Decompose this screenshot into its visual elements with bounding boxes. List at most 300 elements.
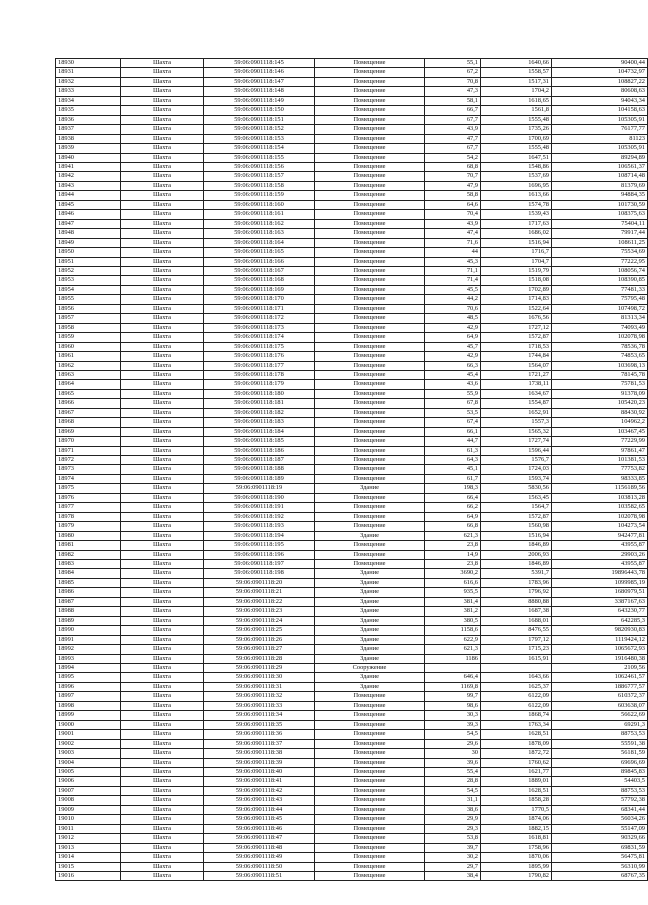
table-row	[56, 578, 648, 587]
cadastral-value-cell: 1156189,56	[552, 484, 648, 493]
cadastral-value-cell: 101381,53	[552, 456, 648, 465]
cadastral-value-cell: 74093,49	[552, 323, 648, 332]
area-cell: 381,2	[425, 607, 481, 616]
premise-kind-cell: Помещение	[315, 125, 425, 134]
cadastral-number-cell: 59:06:0901118:171	[204, 304, 315, 313]
object-type-cell: Шахта	[121, 682, 204, 691]
unit-value-cell: 1539,43	[481, 210, 552, 219]
table-row	[56, 333, 648, 342]
object-type-cell: Шахта	[121, 295, 204, 304]
unit-value-cell: 1878,09	[481, 739, 552, 748]
object-type-cell: Шахта	[121, 134, 204, 143]
cadastral-value-cell: 81313,34	[552, 314, 648, 323]
premise-kind-cell: Помещение	[315, 361, 425, 370]
object-type-cell: Шахта	[121, 352, 204, 361]
area-cell: 61,3	[425, 446, 481, 455]
object-type-cell: Шахта	[121, 522, 204, 531]
table-row	[56, 389, 648, 398]
area-cell: 44	[425, 248, 481, 257]
unit-value-cell: 1618,65	[481, 96, 552, 105]
object-type-cell: Шахта	[121, 739, 204, 748]
table-row	[56, 588, 648, 597]
unit-value-cell: 1846,89	[481, 541, 552, 550]
unit-value-cell: 1560,98	[481, 522, 552, 531]
cadastral-number-cell: 59:06:0901118:193	[204, 522, 315, 531]
unit-value-cell: 1790,82	[481, 871, 552, 880]
cadastral-value-cell: 77229,99	[552, 437, 648, 446]
premise-kind-cell: Помещение	[315, 77, 425, 86]
row-number-cell: 19005	[56, 767, 121, 776]
area-cell: 44,7	[425, 437, 481, 446]
premise-kind-cell: Здание	[315, 588, 425, 597]
unit-value-cell: 1618,81	[481, 834, 552, 843]
row-number-cell: 18991	[56, 635, 121, 644]
unit-value-cell: 1796,92	[481, 588, 552, 597]
cadastral-number-cell: 59:06:0901118:192	[204, 512, 315, 521]
area-cell: 66,3	[425, 361, 481, 370]
row-number-cell: 19001	[56, 730, 121, 739]
table-row	[56, 843, 648, 852]
premise-kind-cell: Помещение	[315, 333, 425, 342]
unit-value-cell: 5391,7	[481, 569, 552, 578]
object-type-cell: Шахта	[121, 96, 204, 105]
object-type-cell: Шахта	[121, 266, 204, 275]
row-number-cell: 18979	[56, 522, 121, 531]
cadastral-value-cell: 89845,83	[552, 767, 648, 776]
object-type-cell: Шахта	[121, 767, 204, 776]
table-row	[56, 229, 648, 238]
cadastral-value-cell: 2109,56	[552, 664, 648, 673]
unit-value-cell: 6122,09	[481, 701, 552, 710]
table-row	[56, 352, 648, 361]
cadastral-value-cell: 98333,85	[552, 474, 648, 483]
cadastral-value-cell: 78536,78	[552, 342, 648, 351]
cadastral-value-cell: 88430,92	[552, 408, 648, 417]
cadastral-number-cell: 59:06:0901118:49	[204, 853, 315, 862]
table-row	[56, 266, 648, 275]
unit-value-cell: 1643,66	[481, 673, 552, 682]
cadastral-value-cell: 19896443,78	[552, 569, 648, 578]
row-number-cell: 18931	[56, 68, 121, 77]
area-cell: 47,9	[425, 181, 481, 190]
area-cell	[425, 664, 481, 673]
cadastral-number-cell: 59:06:0901118:191	[204, 503, 315, 512]
table-row	[56, 408, 648, 417]
cadastral-number-cell: 59:06:0901118:181	[204, 399, 315, 408]
unit-value-cell	[481, 664, 552, 673]
row-number-cell: 18969	[56, 427, 121, 436]
table-row	[56, 257, 648, 266]
unit-value-cell: 1558,57	[481, 68, 552, 77]
object-type-cell: Шахта	[121, 437, 204, 446]
premise-kind-cell: Здание	[315, 635, 425, 644]
object-type-cell: Шахта	[121, 654, 204, 663]
area-cell: 66,7	[425, 106, 481, 115]
cadastral-number-cell: 59:06:0901118:159	[204, 191, 315, 200]
object-type-cell: Шахта	[121, 635, 204, 644]
unit-value-cell: 1872,72	[481, 749, 552, 758]
premise-kind-cell: Помещение	[315, 295, 425, 304]
object-type-cell: Шахта	[121, 68, 204, 77]
premise-kind-cell: Помещение	[315, 200, 425, 209]
row-number-cell: 18955	[56, 295, 121, 304]
row-number-cell: 18935	[56, 106, 121, 115]
area-cell: 14,9	[425, 550, 481, 559]
cadastral-value-cell: 88753,53	[552, 786, 648, 795]
cadastral-value-cell: 104273,54	[552, 522, 648, 531]
cadastral-number-cell: 59:06:0901118:46	[204, 824, 315, 833]
object-type-cell: Шахта	[121, 427, 204, 436]
cadastral-number-cell: 59:06:0901118:185	[204, 437, 315, 446]
cadastral-number-cell: 59:06:0901118:43	[204, 796, 315, 805]
row-number-cell: 18934	[56, 96, 121, 105]
cadastral-number-cell: 59:06:0901118:149	[204, 96, 315, 105]
cadastral-value-cell: 43955,87	[552, 541, 648, 550]
row-number-cell: 18937	[56, 125, 121, 134]
premise-kind-cell: Помещение	[315, 560, 425, 569]
object-type-cell: Шахта	[121, 125, 204, 134]
cadastral-value-cell: 3387167,63	[552, 597, 648, 606]
table-row	[56, 569, 648, 578]
object-type-cell: Шахта	[121, 664, 204, 673]
object-type-cell: Шахта	[121, 418, 204, 427]
unit-value-cell: 1797,12	[481, 635, 552, 644]
row-number-cell: 19004	[56, 758, 121, 767]
premise-kind-cell: Помещение	[315, 862, 425, 871]
premise-kind-cell: Помещение	[315, 323, 425, 332]
object-type-cell: Шахта	[121, 531, 204, 540]
cadastral-number-cell: 59:06:0901118:148	[204, 87, 315, 96]
premise-kind-cell: Помещение	[315, 446, 425, 455]
cadastral-number-cell: 59:06:0901118:176	[204, 352, 315, 361]
cadastral-value-cell: 56310,99	[552, 862, 648, 871]
area-cell: 43,9	[425, 219, 481, 228]
cadastral-number-cell: 59:06:0901118:41	[204, 777, 315, 786]
cadastral-value-cell: 81123	[552, 134, 648, 143]
area-cell: 68,8	[425, 162, 481, 171]
cadastral-value-cell: 104962,2	[552, 418, 648, 427]
premise-kind-cell: Помещение	[315, 352, 425, 361]
cadastral-value-cell: 106561,37	[552, 162, 648, 171]
cadastral-value-cell: 56181,59	[552, 749, 648, 758]
cadastral-value-cell: 55147,09	[552, 824, 648, 833]
row-number-cell: 18964	[56, 380, 121, 389]
cadastral-value-cell: 75404,11	[552, 219, 648, 228]
table-row	[56, 484, 648, 493]
cadastral-number-cell: 59:06:0901118:23	[204, 607, 315, 616]
row-number-cell: 18943	[56, 181, 121, 190]
row-number-cell: 18990	[56, 626, 121, 635]
table-row	[56, 191, 648, 200]
cadastral-value-cell: 103582,65	[552, 503, 648, 512]
premise-kind-cell: Помещение	[315, 550, 425, 559]
row-number-cell: 18970	[56, 437, 121, 446]
object-type-cell: Шахта	[121, 578, 204, 587]
cadastral-number-cell: 59:06:0901118:180	[204, 389, 315, 398]
area-cell: 43,6	[425, 380, 481, 389]
unit-value-cell: 1686,02	[481, 229, 552, 238]
table-row	[56, 399, 648, 408]
cadastral-value-cell: 56034,26	[552, 815, 648, 824]
object-type-cell: Шахта	[121, 786, 204, 795]
row-number-cell: 18967	[56, 408, 121, 417]
premise-kind-cell: Помещение	[315, 276, 425, 285]
area-cell: 54,2	[425, 153, 481, 162]
cadastral-value-cell: 55591,38	[552, 739, 648, 748]
unit-value-cell: 1555,48	[481, 115, 552, 124]
table-row	[56, 541, 648, 550]
cadastral-number-cell: 59:06:0901118:183	[204, 418, 315, 427]
unit-value-cell: 1715,23	[481, 645, 552, 654]
cadastral-value-cell: 942477,81	[552, 531, 648, 540]
cadastral-number-cell: 59:06:0901118:177	[204, 361, 315, 370]
table-body	[56, 59, 648, 881]
area-cell: 616,6	[425, 578, 481, 587]
unit-value-cell: 1640,66	[481, 59, 552, 68]
cadastral-value-cell: 108827,22	[552, 77, 648, 86]
area-cell: 45,7	[425, 342, 481, 351]
area-cell: 70,4	[425, 210, 481, 219]
cadastral-value-cell: 94043,34	[552, 96, 648, 105]
cadastral-number-cell: 59:06:0901118:19	[204, 484, 315, 493]
table-row	[56, 673, 648, 682]
cadastral-number-cell: 59:06:0901118:172	[204, 314, 315, 323]
cadastral-value-cell: 81379,69	[552, 181, 648, 190]
cadastral-number-cell: 59:06:0901118:194	[204, 531, 315, 540]
table-row	[56, 626, 648, 635]
area-cell: 53,8	[425, 834, 481, 843]
area-cell: 64,9	[425, 512, 481, 521]
premise-kind-cell: Помещение	[315, 541, 425, 550]
object-type-cell: Шахта	[121, 153, 204, 162]
table-row	[56, 730, 648, 739]
unit-value-cell: 1727,12	[481, 323, 552, 332]
premise-kind-cell: Здание	[315, 616, 425, 625]
premise-kind-cell: Помещение	[315, 843, 425, 852]
cadastral-value-cell: 94884,35	[552, 191, 648, 200]
object-type-cell: Шахта	[121, 588, 204, 597]
object-type-cell: Шахта	[121, 219, 204, 228]
cadastral-number-cell: 59:06:0901118:162	[204, 219, 315, 228]
cadastral-value-cell: 91378,09	[552, 389, 648, 398]
area-cell: 31,1	[425, 796, 481, 805]
table-row	[56, 474, 648, 483]
cadastral-number-cell: 59:06:0901118:187	[204, 456, 315, 465]
object-type-cell: Шахта	[121, 370, 204, 379]
premise-kind-cell: Помещение	[315, 767, 425, 776]
unit-value-cell: 1565,32	[481, 427, 552, 436]
unit-value-cell: 1687,38	[481, 607, 552, 616]
area-cell: 380,5	[425, 616, 481, 625]
unit-value-cell: 8880,88	[481, 597, 552, 606]
row-number-cell: 19003	[56, 749, 121, 758]
object-type-cell: Шахта	[121, 191, 204, 200]
cadastral-value-cell: 43955,87	[552, 560, 648, 569]
cadastral-value-cell: 108714,48	[552, 172, 648, 181]
cadastral-number-cell: 59:06:0901118:22	[204, 597, 315, 606]
unit-value-cell: 1572,87	[481, 333, 552, 342]
cadastral-number-cell: 59:06:0901118:152	[204, 125, 315, 134]
unit-value-cell: 1563,45	[481, 493, 552, 502]
cadastral-number-cell: 59:06:0901118:165	[204, 248, 315, 257]
table-row	[56, 68, 648, 77]
premise-kind-cell: Здание	[315, 673, 425, 682]
area-cell: 30,2	[425, 853, 481, 862]
premise-kind-cell: Помещение	[315, 824, 425, 833]
area-cell: 67,7	[425, 115, 481, 124]
area-cell: 30	[425, 749, 481, 758]
cadastral-number-cell: 59:06:0901118:29	[204, 664, 315, 673]
unit-value-cell: 1735,26	[481, 125, 552, 134]
table-row	[56, 512, 648, 521]
cadastral-value-cell: 101730,59	[552, 200, 648, 209]
unit-value-cell: 1882,15	[481, 824, 552, 833]
object-type-cell: Шахта	[121, 871, 204, 880]
premise-kind-cell: Помещение	[315, 266, 425, 275]
cadastral-value-cell: 79917,44	[552, 229, 648, 238]
table-row	[56, 380, 648, 389]
area-cell: 66,1	[425, 427, 481, 436]
object-type-cell: Шахта	[121, 257, 204, 266]
cadastral-value-cell: 77222,95	[552, 257, 648, 266]
object-type-cell: Шахта	[121, 276, 204, 285]
area-cell: 23,8	[425, 541, 481, 550]
area-cell: 621,3	[425, 531, 481, 540]
premise-kind-cell: Помещение	[315, 399, 425, 408]
premise-kind-cell: Помещение	[315, 503, 425, 512]
premise-kind-cell: Помещение	[315, 59, 425, 68]
cadastral-value-cell: 78145,78	[552, 370, 648, 379]
area-cell: 58,1	[425, 96, 481, 105]
object-type-cell: Шахта	[121, 550, 204, 559]
cadastral-value-cell: 77481,33	[552, 285, 648, 294]
cadastral-value-cell: 1062461,57	[552, 673, 648, 682]
object-type-cell: Шахта	[121, 560, 204, 569]
object-type-cell: Шахта	[121, 314, 204, 323]
object-type-cell: Шахта	[121, 446, 204, 455]
row-number-cell: 19006	[56, 777, 121, 786]
cadastral-value-cell: 90329,66	[552, 834, 648, 843]
table-row	[56, 862, 648, 871]
table-row	[56, 786, 648, 795]
table-row	[56, 607, 648, 616]
row-number-cell: 18982	[56, 550, 121, 559]
unit-value-cell: 1763,34	[481, 720, 552, 729]
cadastral-value-cell: 9820930,83	[552, 626, 648, 635]
unit-value-cell: 1574,78	[481, 200, 552, 209]
cadastral-number-cell: 59:06:0901118:42	[204, 786, 315, 795]
cadastral-number-cell: 59:06:0901118:21	[204, 588, 315, 597]
row-number-cell: 19008	[56, 796, 121, 805]
unit-value-cell: 1738,11	[481, 380, 552, 389]
area-cell: 47,4	[425, 229, 481, 238]
row-number-cell: 18957	[56, 314, 121, 323]
premise-kind-cell: Здание	[315, 569, 425, 578]
cadastral-number-cell: 59:06:0901118:170	[204, 295, 315, 304]
area-cell: 48,5	[425, 314, 481, 323]
object-type-cell: Шахта	[121, 200, 204, 209]
premise-kind-cell: Помещение	[315, 285, 425, 294]
cadastral-value-cell: 80608,63	[552, 87, 648, 96]
cadastral-number-cell: 59:06:0901118:156	[204, 162, 315, 171]
table-row	[56, 210, 648, 219]
premise-kind-cell: Здание	[315, 597, 425, 606]
area-cell: 1158,6	[425, 626, 481, 635]
table-row	[56, 456, 648, 465]
object-type-cell: Шахта	[121, 597, 204, 606]
unit-value-cell: 1874,06	[481, 815, 552, 824]
unit-value-cell: 1615,91	[481, 654, 552, 663]
table-row	[56, 597, 648, 606]
table-row	[56, 87, 648, 96]
cadastral-number-cell: 59:06:0901118:175	[204, 342, 315, 351]
cadastral-number-cell: 59:06:0901118:167	[204, 266, 315, 275]
area-cell: 29,9	[425, 815, 481, 824]
unit-value-cell: 1721,27	[481, 370, 552, 379]
premise-kind-cell: Помещение	[315, 210, 425, 219]
object-type-cell: Шахта	[121, 711, 204, 720]
unit-value-cell: 1758,96	[481, 843, 552, 852]
cadastral-value-cell: 105305,91	[552, 144, 648, 153]
table-row	[56, 446, 648, 455]
cadastral-value-cell: 69831,59	[552, 843, 648, 852]
object-type-cell: Шахта	[121, 380, 204, 389]
cadastral-number-cell: 59:06:0901118:146	[204, 68, 315, 77]
row-number-cell: 18941	[56, 162, 121, 171]
area-cell: 45,1	[425, 465, 481, 474]
row-number-cell: 18960	[56, 342, 121, 351]
area-cell: 29,3	[425, 824, 481, 833]
object-type-cell: Шахта	[121, 474, 204, 483]
table-row	[56, 248, 648, 257]
table-row	[56, 465, 648, 474]
table-row	[56, 503, 648, 512]
area-cell: 67,2	[425, 68, 481, 77]
unit-value-cell: 1628,51	[481, 786, 552, 795]
table-row	[56, 635, 648, 644]
cadastral-number-cell: 59:06:0901118:37	[204, 739, 315, 748]
area-cell: 29,7	[425, 862, 481, 871]
premise-kind-cell: Помещение	[315, 512, 425, 521]
object-type-cell: Шахта	[121, 229, 204, 238]
premise-kind-cell: Помещение	[315, 191, 425, 200]
cadastral-number-cell: 59:06:0901118:164	[204, 238, 315, 247]
area-cell: 622,9	[425, 635, 481, 644]
premise-kind-cell: Помещение	[315, 229, 425, 238]
row-number-cell: 19012	[56, 834, 121, 843]
object-type-cell: Шахта	[121, 834, 204, 843]
cadastral-number-cell: 59:06:0901118:32	[204, 692, 315, 701]
unit-value-cell: 1895,99	[481, 862, 552, 871]
unit-value-cell: 1704,2	[481, 87, 552, 96]
cadastral-table	[55, 58, 648, 881]
cadastral-number-cell: 59:06:0901118:166	[204, 257, 315, 266]
unit-value-cell: 1517,31	[481, 77, 552, 86]
area-cell: 70,8	[425, 77, 481, 86]
unit-value-cell: 1717,63	[481, 219, 552, 228]
row-number-cell: 19000	[56, 720, 121, 729]
cadastral-value-cell: 102078,98	[552, 333, 648, 342]
table-row	[56, 361, 648, 370]
area-cell: 67,7	[425, 144, 481, 153]
area-cell: 45,4	[425, 370, 481, 379]
row-number-cell: 18932	[56, 77, 121, 86]
row-number-cell: 18950	[56, 248, 121, 257]
area-cell: 44,2	[425, 295, 481, 304]
object-type-cell: Шахта	[121, 399, 204, 408]
object-type-cell: Шахта	[121, 701, 204, 710]
area-cell: 43,9	[425, 125, 481, 134]
